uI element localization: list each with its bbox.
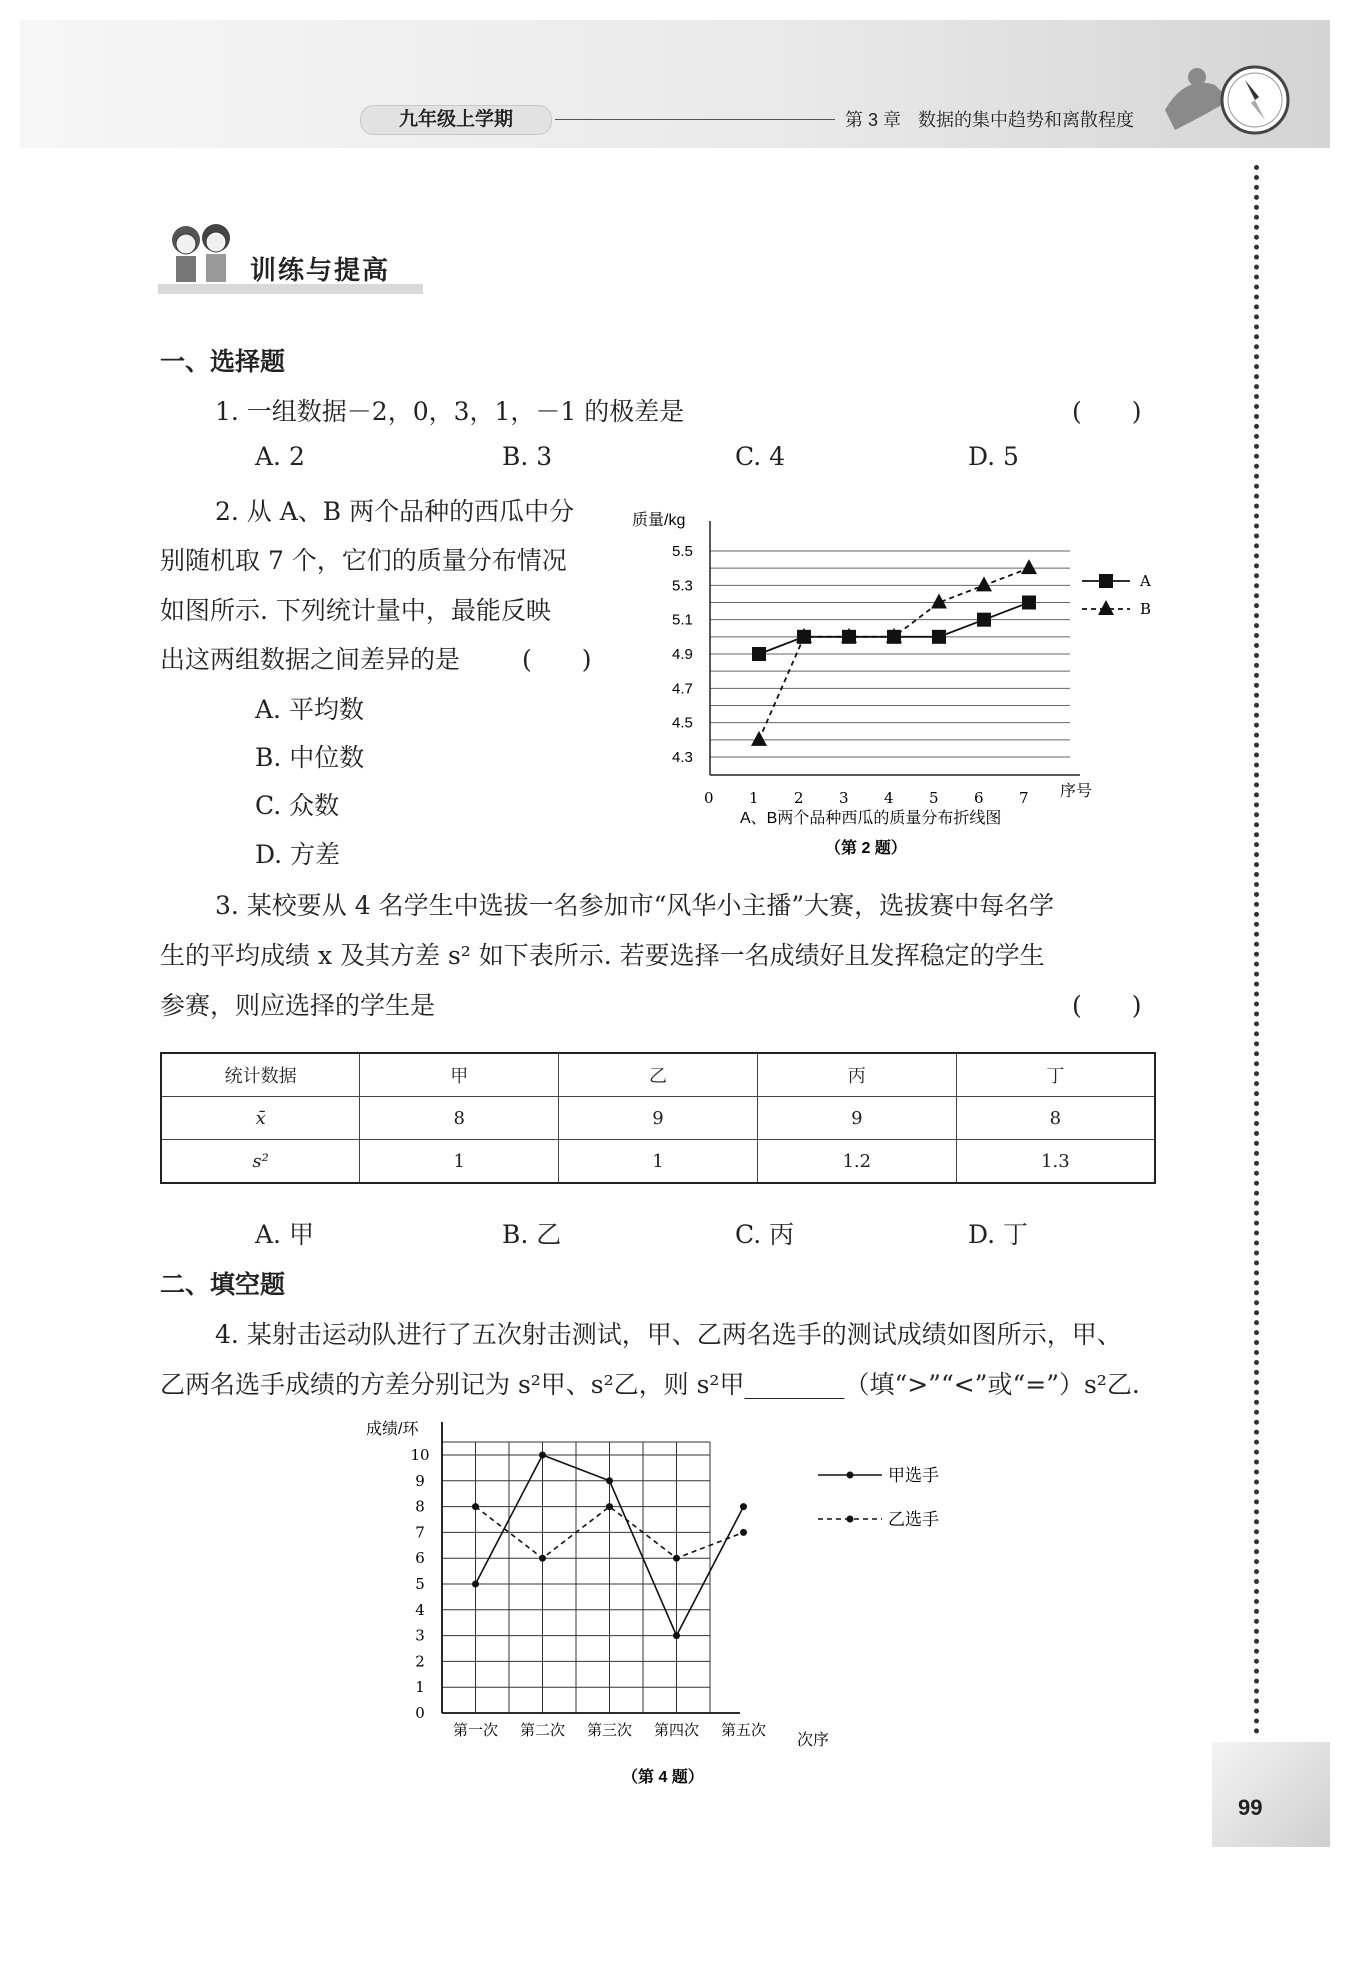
point-B [751, 731, 767, 746]
section-fill-title: 二、填空题 [160, 1271, 286, 1299]
legend-marker-A [1099, 574, 1113, 588]
point-乙选手 [472, 1503, 479, 1510]
point-甲选手 [673, 1632, 680, 1639]
q2-option-d: D. 方差 [255, 840, 341, 869]
q2-line-2: 别随机取 7 个，它们的质量分布情况 [160, 546, 567, 575]
chart2-xlabel: 次序 [797, 1732, 830, 1749]
q2-option-c: C. 众数 [255, 791, 340, 820]
table-header-cell: 乙 [559, 1053, 758, 1097]
y-tick-label: 9 [415, 1471, 425, 1490]
x-tick-label: 5 [929, 789, 939, 807]
q4-line-1: 4. 某射击运动队进行了五次射击测试，甲、乙两名选手的测试成绩如图所示，甲、 [215, 1320, 1122, 1349]
y-tick-label: 4.3 [672, 749, 693, 766]
q2-option-b: B. 中位数 [255, 743, 365, 772]
page-number: 99 [1238, 1795, 1263, 1820]
q3-option-c: C. 丙 [735, 1220, 795, 1249]
point-乙选手 [740, 1529, 747, 1536]
x-tick-label: 1 [749, 789, 759, 807]
legend-label-B: B [1140, 600, 1152, 618]
q3-line-1: 3. 某校要从 4 名学生中选拔一名参加市“风华小主播”大赛，选拔赛中每名学 [215, 891, 1055, 920]
point-B [976, 576, 992, 591]
table-cell: 9 [559, 1097, 758, 1140]
chart1-ylabel: 质量/kg [632, 512, 686, 529]
q1-text: 1. 一组数据－2，0，3，1，－1 的极差是 [215, 397, 685, 426]
point-A [1022, 596, 1036, 610]
x-tick-label: 0 [704, 789, 714, 807]
chapter-title: 数据的集中趋势和离散程度 [918, 110, 1134, 130]
chart2-figure-label: （第 4 题） [622, 1769, 704, 1786]
y-tick-label: 5.5 [672, 543, 693, 560]
x-tick-label: 第四次 [653, 1722, 700, 1739]
y-tick-label: 8 [415, 1497, 425, 1516]
compass-runner-logo [1155, 55, 1295, 145]
x-tick-label: 第一次 [452, 1722, 499, 1739]
table-cell: s² [161, 1140, 360, 1184]
x-tick-label: 第二次 [519, 1722, 566, 1739]
x-tick-label: 第五次 [720, 1722, 767, 1739]
table-header-row [161, 1053, 1155, 1097]
point-B [1021, 559, 1037, 574]
header-divider [555, 119, 835, 120]
point-甲选手 [606, 1477, 613, 1484]
q1-answer-paren: ( ) [1072, 397, 1142, 426]
q4-line-2: 乙两名选手成绩的方差分别记为 s²甲、s²乙，则 s²甲________（填“>”“<”或“=”）s²乙. [160, 1370, 1140, 1399]
q2-answer-paren: ( ) [522, 645, 592, 674]
q2-line-4: 出这两组数据之间差异的是 [160, 645, 461, 674]
y-tick-label: 3 [415, 1626, 425, 1645]
y-tick-label: 4.7 [672, 680, 693, 698]
legend-label-甲选手: 甲选手 [888, 1466, 939, 1485]
point-甲选手 [539, 1452, 546, 1459]
stats-table [160, 1052, 1156, 1184]
table-row [161, 1140, 1155, 1184]
y-tick-label: 7 [415, 1523, 425, 1542]
watermelon-mass-chart [620, 495, 1180, 865]
point-乙选手 [673, 1555, 680, 1562]
table-header-cell: 丙 [757, 1053, 956, 1097]
x-tick-label: 6 [974, 789, 984, 807]
y-tick-label: 4 [415, 1600, 425, 1619]
table-cell: 8 [956, 1097, 1155, 1140]
legend-label-乙选手: 乙选手 [888, 1510, 939, 1529]
point-A [752, 647, 766, 661]
chapter-number: 第 3 章 [845, 110, 902, 130]
q2-line-3: 如图所示. 下列统计量中，最能反映 [160, 596, 551, 625]
chart1-xlabel: 序号 [1060, 783, 1093, 800]
chart2-ylabel: 成绩/环 [366, 1421, 419, 1438]
dotted-margin-line [1254, 165, 1259, 1735]
q1-option-c: C. 4 [735, 442, 786, 471]
table-cell: x̄ [161, 1097, 360, 1140]
point-甲选手 [472, 1581, 479, 1588]
y-tick-label: 1 [415, 1678, 425, 1697]
y-tick-label: 6 [415, 1549, 425, 1568]
q3-answer-paren: ( ) [1072, 991, 1142, 1020]
table-header-cell: 丁 [956, 1053, 1155, 1097]
x-tick-label: 7 [1019, 789, 1029, 807]
x-tick-label: 第三次 [586, 1722, 633, 1739]
q3-line-2: 生的平均成绩 x 及其方差 s² 如下表所示. 若要选择一名成绩好且发挥稳定的学生 [160, 941, 1045, 970]
q3-option-b: B. 乙 [502, 1220, 562, 1249]
y-tick-label: 5 [415, 1575, 425, 1593]
x-tick-label: 2 [794, 789, 804, 807]
section-banner-title: 训练与提高 [250, 255, 391, 285]
point-A [932, 630, 946, 644]
x-tick-label: 3 [839, 789, 849, 807]
chart1-figure-label: （第 2 题） [825, 840, 907, 857]
q2-option-a: A. 平均数 [255, 695, 364, 724]
y-tick-label: 4.5 [672, 714, 693, 732]
q3-line-3: 参赛，则应选择的学生是 [160, 991, 436, 1020]
y-tick-label: 5.3 [672, 577, 693, 595]
table-cell: 1.3 [956, 1140, 1155, 1184]
legend-marker-乙选手 [847, 1516, 854, 1523]
y-tick-label: 2 [415, 1652, 425, 1671]
legend-marker-甲选手 [847, 1472, 854, 1479]
y-tick-label: 10 [410, 1446, 430, 1464]
table-header-cell: 统计数据 [161, 1053, 360, 1097]
x-tick-label: 4 [884, 789, 894, 807]
point-乙选手 [539, 1555, 546, 1562]
y-tick-label: 4.9 [672, 646, 693, 663]
legend-marker-B [1098, 600, 1114, 615]
q1-option-a: A. 2 [255, 442, 305, 471]
legend-label-A: A [1140, 572, 1151, 590]
table-cell: 1 [360, 1140, 559, 1184]
chart1-title: A、B两个品种西瓜的质量分布折线图 [740, 810, 1002, 827]
y-tick-label: 0 [415, 1704, 425, 1722]
point-甲选手 [740, 1503, 747, 1510]
q1-option-d: D. 5 [968, 442, 1019, 471]
y-tick-label: 5.1 [672, 611, 693, 629]
q1-option-b: B. 3 [502, 442, 553, 471]
table-cell: 9 [757, 1097, 956, 1140]
table-row [161, 1097, 1155, 1140]
q3-option-d: D. 丁 [968, 1220, 1029, 1249]
q3-option-a: A. 甲 [255, 1220, 314, 1249]
table-cell: 8 [360, 1097, 559, 1140]
table-cell: 1.2 [757, 1140, 956, 1184]
point-乙选手 [606, 1503, 613, 1510]
table-header-cell: 甲 [360, 1053, 559, 1097]
shooting-scores-chart [360, 1410, 1000, 1790]
page-number-box [1212, 1742, 1330, 1847]
table-cell: 1 [559, 1140, 758, 1184]
q2-line-1: 2. 从 A、B 两个品种的西瓜中分 [215, 497, 575, 526]
point-A [977, 613, 991, 627]
grade-label: 九年级上学期 [360, 105, 552, 135]
section-choice-title: 一、选择题 [160, 348, 286, 376]
